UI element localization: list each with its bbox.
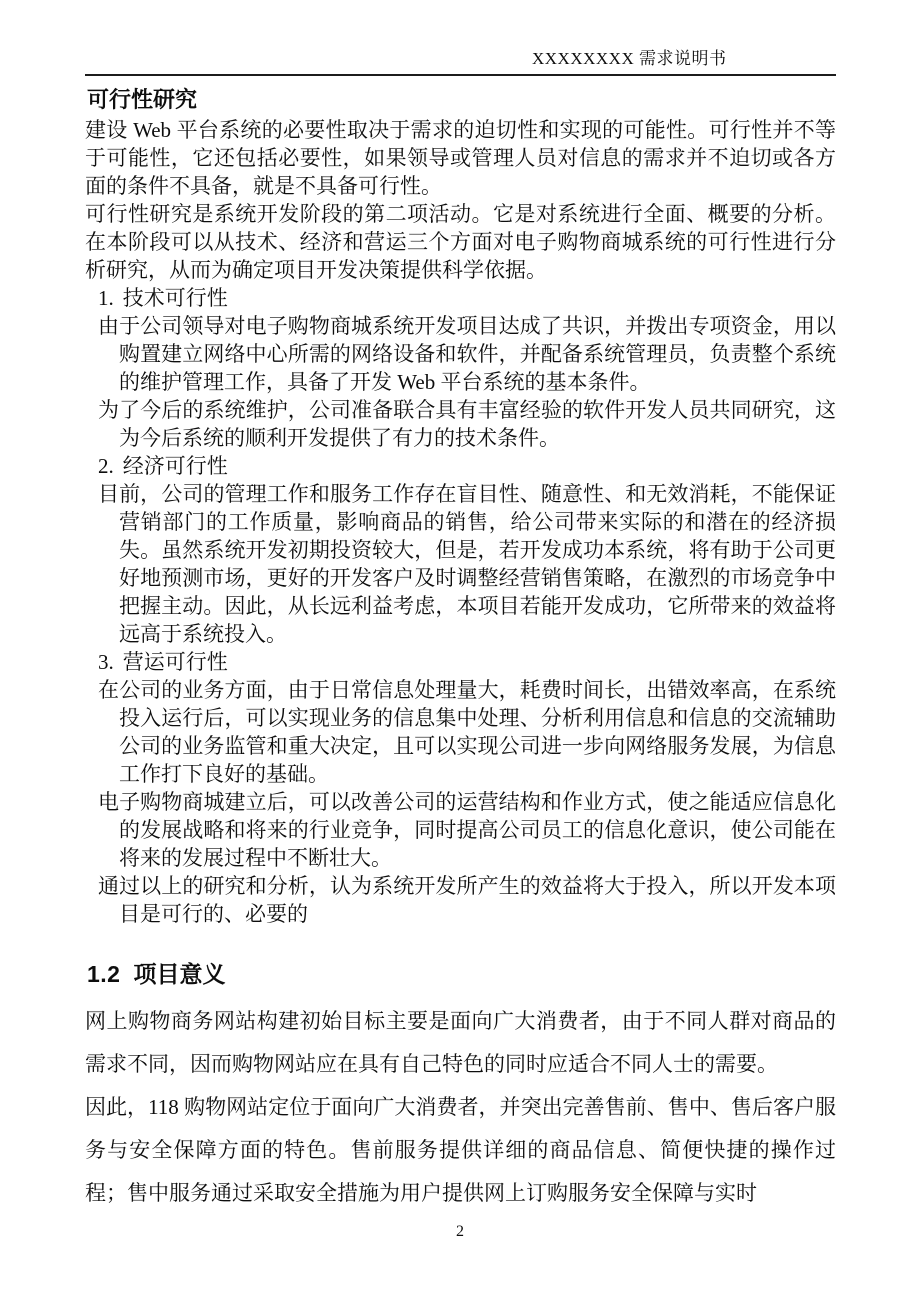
- paragraph-operational-2: 电子购物商城建立后，可以改善公司的运营结构和作业方式，使之能适应信息化的发展战略和将来的行业竞争，同时提高公司员工的信息化意识，使公司能在将来的发展过程中不断壮大。: [98, 790, 836, 870]
- section-heading-project-significance: [87, 961, 836, 988]
- list-item-technical: [85, 284, 836, 312]
- paragraph-technical-1: 由于公司领导对电子购物商城系统开发项目达成了共识，并拨出专项资金，用以购置建立网络中心所需的网络设备和软件，并配备系统管理员，负责整个系统的维护管理工作，具备了开发 Web 平台系统的基本条件。: [98, 314, 836, 394]
- list-item-economic: [85, 452, 836, 480]
- section-number: 1.2: [87, 961, 121, 987]
- paragraph-intro-2: 可行性研究是系统开发阶段的第二项活动。它是对系统进行全面、概要的分析。在本阶段可以从技术、经济和营运三个方面对电子购物商城系统的可行性进行分析研究，从而为确定项目开发决策提供科学依据。: [85, 202, 836, 282]
- list-item-number: 1.: [98, 286, 114, 310]
- list-item-title: 技术可行性: [122, 286, 228, 310]
- paragraph-economic-1: 目前，公司的管理工作和服务工作存在盲目性、随意性、和无效消耗，不能保证营销部门的工作质量，影响商品的销售，给公司带来实际的和潜在的经济损失。虽然系统开发初期投资较大，但是，若开发成功本系统，将有助于公司更好地预测市场，更好的开发客户及时调整经营销售策略，在激烈的市场竞争中把握主动。因此，从长远利益考虑，本项目若能开发成功，它所带来的效益将远高于系统投入。: [98, 482, 836, 646]
- page-number: 2: [456, 1223, 464, 1240]
- paragraph-intro-1: 建设 Web 平台系统的必要性取决于需求的迫切性和实现的可能性。可行性并不等于可能性，它还包括必要性，如果领导或管理人员对信息的需求并不迫切或各方面的条件不具备，就是不具备可行性。: [85, 118, 836, 198]
- list-item-title: 经济可行性: [122, 454, 228, 478]
- feasibility-body: [85, 116, 836, 928]
- section-heading-text: 项目意义: [133, 961, 226, 987]
- page-header: [85, 0, 836, 76]
- paragraph-significance-1: 网上购物商务网站构建初始目标主要是面向广大消费者，由于不同人群对商品的需求不同，因而购物网站应在具有自己特色的同时应适合不同人士的需要。: [85, 1009, 836, 1076]
- header-title: XXXXXXXX 需求说明书: [532, 49, 727, 68]
- list-item-number: 3.: [98, 650, 114, 674]
- paragraph-operational-1: 在公司的业务方面，由于日常信息处理量大，耗费时间长，出错效率高，在系统投入运行后，可以实现业务的信息集中处理、分析利用信息和信息的交流辅助公司的业务监管和重大决定，且可以实现公司进一步向网络服务发展，为信息工作打下良好的基础。: [98, 678, 836, 786]
- page-content: [85, 0, 836, 1215]
- section-title-feasibility: 可行性研究: [87, 87, 198, 112]
- list-item-operational: [85, 648, 836, 676]
- paragraph-significance-2: 因此，118 购物网站定位于面向广大消费者，并突出完善售前、售中、售后客户服务与安全保障方面的特色。售前服务提供详细的商品信息、简便快捷的操作过程；售中服务通过采取安全措施为用户提供网上订购服务安全保障与实时: [85, 1095, 836, 1205]
- list-item-number: 2.: [98, 454, 114, 478]
- project-significance-body: [85, 1000, 836, 1215]
- paragraph-technical-2: 为了今后的系统维护，公司准备联合具有丰富经验的软件开发人员共同研究，这为今后系统的顺利开发提供了有力的技术条件。: [98, 398, 836, 450]
- list-item-title: 营运可行性: [122, 650, 228, 674]
- paragraph-conclusion: 通过以上的研究和分析，认为系统开发所产生的效益将大于投入，所以开发本项目是可行的、必要的: [98, 874, 836, 926]
